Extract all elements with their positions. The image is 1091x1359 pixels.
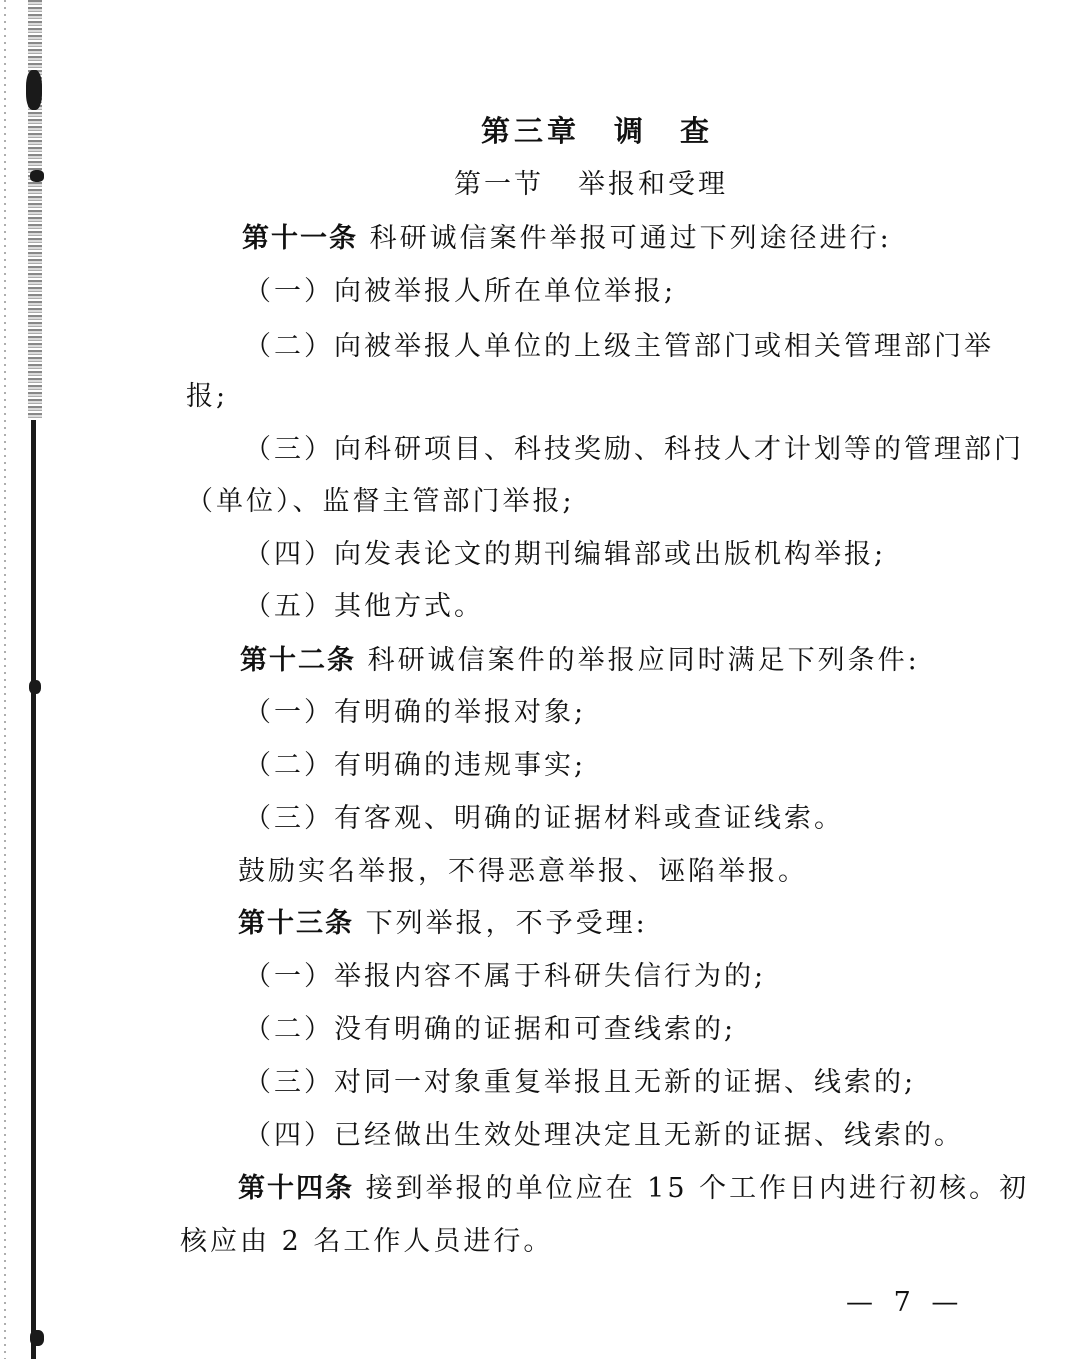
chapter-title: 调 查	[614, 114, 714, 148]
page-number: — 7 —	[846, 1287, 965, 1318]
article-13-item-1: （一）举报内容不属于科研失信行为的;	[244, 961, 767, 992]
article-13-item-2: （二）没有明确的证据和可查线索的;	[244, 1014, 737, 1045]
article-12-head: 第十二条	[240, 645, 356, 676]
article-11-item-2-cont: 报;	[186, 381, 229, 412]
article-14-text: 接到举报的单位应在 15 个工作日内进行初核。初	[365, 1173, 1030, 1204]
article-11	[242, 222, 892, 256]
article-12-text: 科研诚信案件的举报应同时满足下列条件:	[367, 645, 920, 676]
article-11-head: 第十一条	[242, 223, 358, 254]
article-11-item-1: （一）向被举报人所在单位举报;	[244, 276, 677, 307]
article-11-item-4: （四）向发表论文的期刊编辑部或出版机构举报;	[244, 539, 887, 570]
article-12-note: 鼓励实名举报，不得恶意举报、诬陷举报。	[238, 856, 808, 887]
article-11-item-3: （三）向科研项目、科技奖励、科技人才计划等的管理部门	[244, 434, 1024, 465]
article-13-head: 第十三条	[238, 908, 354, 939]
article-14-cont: 核应由 2 名工作人员进行。	[180, 1226, 554, 1257]
article-11-item-2: （二）向被举报人单位的上级主管部门或相关管理部门举	[244, 331, 994, 362]
article-13-text: 下列举报，不予受理:	[365, 908, 648, 939]
chapter-label: 第三章	[481, 114, 581, 148]
article-13	[238, 907, 648, 941]
article-14	[238, 1172, 1029, 1206]
section-heading	[454, 168, 728, 202]
article-11-item-5: （五）其他方式。	[244, 591, 484, 622]
article-12-item-1: （一）有明确的举报对象;	[244, 697, 587, 728]
article-13-item-3: （三）对同一对象重复举报且无新的证据、线索的;	[244, 1067, 917, 1098]
article-13-item-4: （四）已经做出生效处理决定且无新的证据、线索的。	[244, 1120, 964, 1151]
chapter-heading	[481, 114, 713, 148]
article-12-item-3: （三）有客观、明确的证据材料或查证线索。	[244, 803, 844, 834]
article-12-item-2: （二）有明确的违规事实;	[244, 750, 587, 781]
article-12	[240, 644, 920, 678]
section-label: 第一节	[454, 169, 544, 200]
article-14-head: 第十四条	[238, 1173, 354, 1204]
article-11-item-3-cont: （单位）、监督主管部门举报;	[186, 486, 575, 517]
section-title: 举报和受理	[578, 169, 728, 200]
article-11-text: 科研诚信案件举报可通过下列途径进行:	[369, 223, 892, 254]
